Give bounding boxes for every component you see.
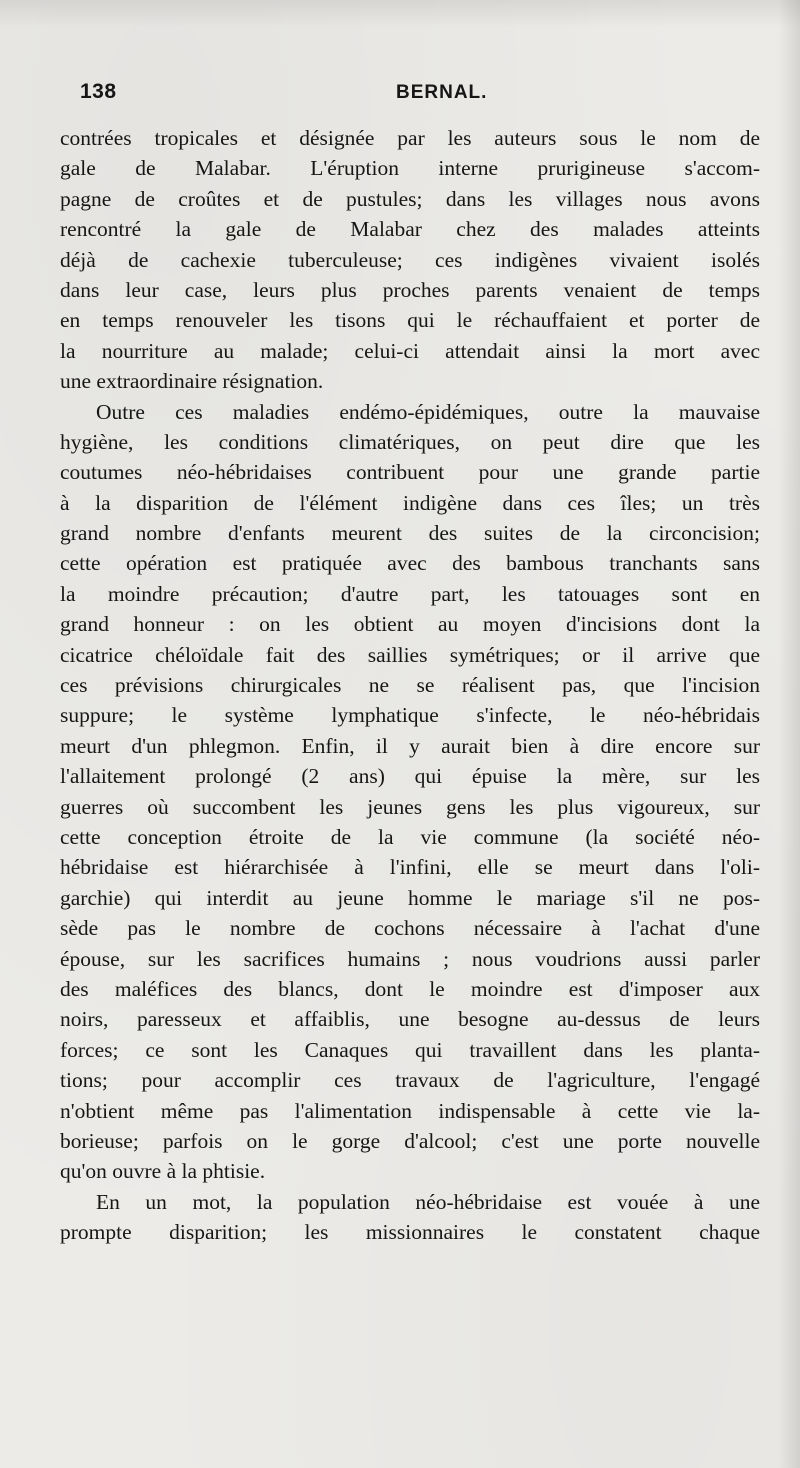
paragraph-start-line: En un mot, la population néo-hébridaise est vouée à une bbox=[96, 1189, 760, 1214]
text-line: gale de Malabar. L'éruption interne prurigineuse s'accom- bbox=[60, 156, 760, 181]
text-line: n'obtient même pas l'alimentation indispensable à cette vie la- bbox=[60, 1098, 760, 1123]
text-line: ces prévisions chirurgicales ne se réalisent pas, que l'incision bbox=[60, 673, 760, 698]
paragraph-start-line: Outre ces maladies endémo-épidémiques, outre la mauvaise bbox=[96, 399, 760, 424]
text-line: borieuse; parfois on le gorge d'alcool; c'est une porte nouvelle bbox=[60, 1128, 760, 1153]
text-line: la moindre précaution; d'autre part, les tatouages sont en bbox=[60, 581, 760, 606]
page-number: 138 bbox=[80, 80, 117, 103]
page-top-shadow bbox=[0, 0, 800, 28]
text-line: dans leur case, leurs plus proches parents venaient de temps bbox=[60, 277, 760, 302]
page-right-shadow bbox=[778, 0, 800, 1468]
text-line: en temps renouveler les tisons qui le réchauffaient et porter de bbox=[60, 308, 760, 333]
text-line: cicatrice chéloïdale fait des saillies symétriques; or il arrive que bbox=[60, 642, 760, 667]
text-line: prompte disparition; les missionnaires le constatent chaque bbox=[60, 1220, 760, 1245]
body-text bbox=[60, 123, 760, 1247]
text-line: cette opération est pratiquée avec des bambous tranchants sans bbox=[60, 551, 760, 576]
text-line: sède pas le nombre de cochons nécessaire à l'achat d'une bbox=[60, 916, 760, 941]
text-line: noirs, paresseux et affaiblis, une besogne au-dessus de leurs bbox=[60, 1007, 760, 1032]
text-line: des maléfices des blancs, dont le moindre est d'imposer aux bbox=[60, 976, 760, 1001]
text-line: tions; pour accomplir ces travaux de l'agriculture, l'engagé bbox=[60, 1068, 760, 1093]
text-line: garchie) qui interdit au jeune homme le mariage s'il ne pos- bbox=[60, 885, 760, 910]
text-line: la nourriture au malade; celui-ci attendait ainsi la mort avec bbox=[60, 338, 760, 363]
page-header bbox=[80, 80, 760, 110]
text-line: hébridaise est hiérarchisée à l'infini, elle se meurt dans l'oli- bbox=[60, 855, 760, 880]
text-line: une extraordinaire résignation. bbox=[60, 369, 324, 394]
text-line: qu'on ouvre à la phtisie. bbox=[60, 1159, 266, 1184]
running-head: BERNAL. bbox=[396, 82, 488, 103]
text-line: l'allaitement prolongé (2 ans) qui épuise la mère, sur les bbox=[60, 764, 760, 789]
text-line: suppure; le système lymphatique s'infecte, le néo-hébridais bbox=[60, 703, 760, 728]
text-line: contrées tropicales et désignée par les auteurs sous le nom de bbox=[60, 126, 760, 150]
text-line: forces; ce sont les Canaques qui travaillent dans les planta- bbox=[60, 1037, 760, 1062]
text-line: hygiène, les conditions climatériques, on peut dire que les bbox=[60, 429, 760, 454]
text-line: déjà de cachexie tuberculeuse; ces indigènes vivaient isolés bbox=[60, 247, 760, 272]
text-line: pagne de croûtes et de pustules; dans les villages nous avons bbox=[60, 186, 760, 211]
text-line: cette conception étroite de la vie commune (la société néo- bbox=[60, 824, 760, 849]
text-line: meurt d'un phlegmon. Enfin, il y aurait bien à dire encore sur bbox=[60, 733, 760, 758]
text-line: grand honneur : on les obtient au moyen d'incisions dont la bbox=[60, 612, 760, 637]
text-line: guerres où succombent les jeunes gens les plus vigoureux, sur bbox=[60, 794, 760, 819]
text-line: épouse, sur les sacrifices humains ; nous voudrions aussi parler bbox=[60, 946, 760, 971]
text-line: à la disparition de l'élément indigène dans ces îles; un très bbox=[60, 490, 760, 515]
text-line: rencontré la gale de Malabar chez des malades atteints bbox=[60, 217, 760, 242]
text-line: coutumes néo-hébridaises contribuent pour une grande partie bbox=[60, 460, 760, 485]
text-line: grand nombre d'enfants meurent des suites de la circoncision; bbox=[60, 521, 760, 546]
